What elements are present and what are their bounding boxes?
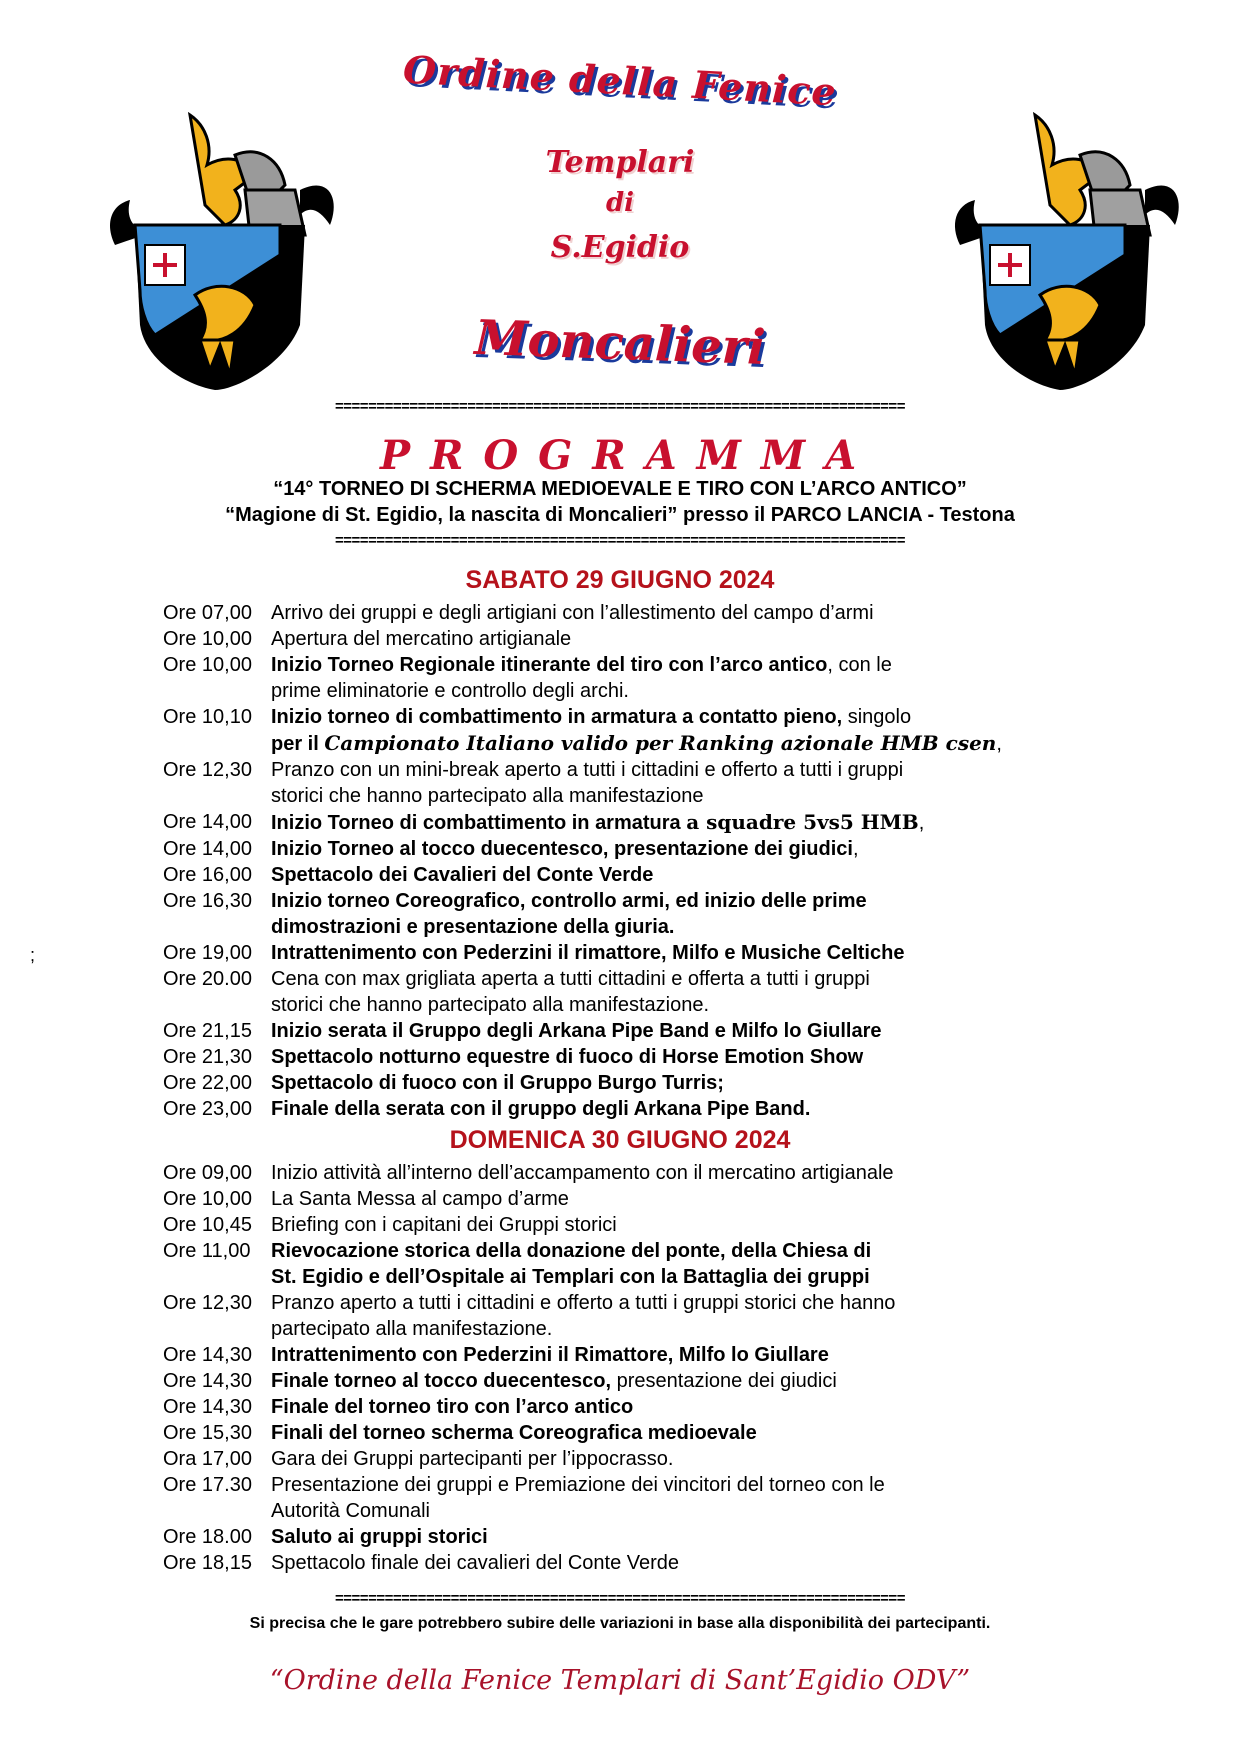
schedule-item: [163, 1160, 1093, 1186]
day1-heading: SABATO 29 GIUGNO 2024: [465, 566, 775, 594]
schedule-highlight: Spettacolo notturno equestre di fuoco di Horse Emotion Show: [271, 1046, 864, 1068]
schedule-continuation-bold: dimostrazioni e presentazione della giuria.: [271, 916, 675, 938]
schedule-text: Arrivo dei gruppi e degli artigiani con l’allestimento del campo d’armi: [271, 602, 874, 624]
schedule-highlight: Rievocazione storica della donazione del ponte, della Chiesa di: [271, 1240, 872, 1262]
schedule-text: Gara dei Gruppi partecipanti per l’ippocrasso.: [271, 1448, 674, 1470]
schedule-time: Ore 16,00: [163, 864, 252, 886]
day2-schedule: [163, 1160, 1093, 1576]
schedule-item: [163, 600, 1093, 626]
org-subtitle-line2: di: [605, 188, 635, 218]
schedule-highlight: Spettacolo di fuoco con il Gruppo Burgo Turris;: [271, 1072, 724, 1094]
disclaimer-note: Si precisa che le gare potrebbero subire delle variazioni in base alla disponibilità dei partecipanti.: [249, 1615, 991, 1632]
schedule-item: [163, 1394, 1093, 1420]
schedule-text: , con le: [827, 654, 892, 676]
schedule-continuation: [271, 914, 1093, 940]
schedule-highlight: Inizio torneo di combattimento in armatura a contatto pieno,: [271, 706, 843, 728]
schedule-item: [163, 1342, 1093, 1368]
schedule-time: Ore 09,00: [163, 1162, 252, 1184]
schedule-item: [163, 652, 1093, 704]
phoenix-crest-icon: [95, 95, 345, 395]
schedule-item: [163, 809, 1093, 836]
schedule-time: Ore 22,00: [163, 1072, 252, 1094]
schedule-text: Pranzo con un mini-break aperto a tutti i cittadini e offerto a tutti i gruppi: [271, 759, 904, 781]
schedule-continuation-text: prime eliminatorie e controllo degli archi.: [271, 680, 629, 702]
schedule-continuation: [271, 783, 1093, 809]
schedule-item: [163, 966, 1093, 1018]
schedule-time: Ore 14,00: [163, 811, 252, 833]
schedule-item: [163, 1420, 1093, 1446]
schedule-item: [163, 1212, 1093, 1238]
org-title: Ordine della Fenice: [402, 46, 838, 115]
schedule-time: Ore 15,30: [163, 1422, 252, 1444]
schedule-text: Apertura del mercatino artigianale: [271, 628, 572, 650]
schedule-item: [163, 1096, 1093, 1122]
schedule-time: Ore 21,15: [163, 1020, 252, 1042]
schedule-continuation-text: partecipato alla manifestazione.: [271, 1318, 553, 1340]
schedule-item: [163, 1238, 1093, 1290]
schedule-continuation-text: Autorità Comunali: [271, 1500, 430, 1522]
schedule-continuation: [271, 678, 1093, 704]
schedule-continuation: [271, 1498, 1093, 1524]
schedule-continuation-serif: Campionato Italiano valido per Ranking azionale HMB csen: [324, 731, 997, 755]
stray-semicolon: ;: [30, 945, 36, 965]
schedule-time: Ore 20.00: [163, 968, 252, 990]
day1-schedule: [163, 600, 1093, 1122]
schedule-continuation: [271, 992, 1093, 1018]
schedule-text: ,: [852, 838, 859, 860]
schedule-time: Ore 19,00: [163, 942, 252, 964]
schedule-text: Spettacolo finale dei cavalieri del Conte Verde: [271, 1552, 680, 1574]
schedule-continuation-tail: ,: [996, 733, 1002, 755]
schedule-highlight: Saluto ai gruppi storici: [271, 1526, 488, 1548]
schedule-highlight: Finali del torneo scherma Coreografica medioevale: [271, 1422, 757, 1444]
schedule-highlight: Intrattenimento con Pederzini il Rimattore, Milfo lo Giullare: [271, 1344, 829, 1366]
city-title: Moncalieri: [473, 309, 767, 377]
event-subtitle: “14° TORNEO DI SCHERMA MEDIOEVALE E TIRO CON L’ARCO ANTICO”: [273, 478, 967, 500]
schedule-time: Ore 17.30: [163, 1474, 252, 1496]
schedule-continuation-text: storici che hanno partecipato alla manifestazione.: [271, 994, 710, 1016]
schedule-highlight: Spettacolo dei Cavalieri del Conte Verde: [271, 864, 654, 886]
schedule-item: [163, 1446, 1093, 1472]
schedule-time: Ore 10,00: [163, 1188, 252, 1210]
schedule-continuation-text: storici che hanno partecipato alla manifestazione: [271, 785, 704, 807]
schedule-time: Ore 07,00: [163, 602, 252, 624]
schedule-time: Ore 18.00: [163, 1526, 252, 1548]
schedule-time: Ore 10,00: [163, 654, 252, 676]
schedule-item: [163, 1186, 1093, 1212]
event-location: “Magione di St. Egidio, la nascita di Moncalieri” presso il PARCO LANCIA - Testona: [225, 504, 1015, 526]
schedule-text: singolo: [842, 706, 912, 728]
schedule-item: [163, 1472, 1093, 1524]
schedule-item: [163, 704, 1093, 757]
divider-rule: =====================================================================: [335, 532, 905, 549]
divider-rule: =====================================================================: [335, 1590, 905, 1607]
schedule-item: [163, 1290, 1093, 1342]
schedule-item: [163, 888, 1093, 940]
schedule-item: [163, 836, 1093, 862]
schedule-highlight: Inizio torneo Coreografico, controllo armi, ed inizio delle prime: [271, 890, 867, 912]
schedule-highlight: Inizio Torneo di combattimento in armatura: [271, 812, 687, 834]
schedule-item: [163, 1368, 1093, 1394]
schedule-item: [163, 757, 1093, 809]
schedule-continuation-bold: per il: [271, 733, 325, 755]
schedule-text: Briefing con i capitani dei Gruppi storici: [271, 1214, 617, 1236]
schedule-text: Pranzo aperto a tutti i cittadini e offerto a tutti i gruppi storici che hanno: [271, 1292, 896, 1314]
schedule-highlight: Finale del torneo tiro con l’arco antico: [271, 1396, 634, 1418]
schedule-time: Ore 14,30: [163, 1370, 252, 1392]
footer-signature: “Ordine della Fenice Templari di Sant’Egidio ODV”: [269, 1665, 971, 1696]
schedule-highlight: Finale torneo al tocco duecentesco,: [271, 1370, 612, 1392]
schedule-text: presentazione dei giudici: [611, 1370, 837, 1392]
schedule-item: [163, 1550, 1093, 1576]
programma-heading: PROGRAMMA: [380, 432, 877, 479]
schedule-continuation: [271, 1316, 1093, 1342]
schedule-text: La Santa Messa al campo d’arme: [271, 1188, 569, 1210]
org-subtitle-line1: Templari: [545, 145, 695, 180]
schedule-time: Ore 12,30: [163, 759, 252, 781]
schedule-highlight: Inizio Torneo Regionale itinerante del tiro con l’arco antico: [271, 654, 828, 676]
schedule-text: ,: [918, 812, 925, 834]
schedule-continuation: [271, 730, 1093, 757]
schedule-highlight: Intrattenimento con Pederzini il rimattore, Milfo e Musiche Celtiche: [271, 942, 905, 964]
org-subtitle-line3: S.Egidio: [550, 230, 690, 265]
schedule-time: Ore 10,45: [163, 1214, 252, 1236]
schedule-highlight-serif: a squadre 5vs5 HMB: [686, 810, 919, 834]
schedule-time: Ore 10,00: [163, 628, 252, 650]
schedule-time: Ore 23,00: [163, 1098, 252, 1120]
schedule-item: [163, 1018, 1093, 1044]
day2-heading: DOMENICA 30 GIUGNO 2024: [449, 1126, 791, 1154]
schedule-text: Inizio attività all’interno dell’accampamento con il mercatino artigianale: [271, 1162, 894, 1184]
schedule-text: Presentazione dei gruppi e Premiazione dei vincitori del torneo con le: [271, 1474, 885, 1496]
schedule-time: Ore 16,30: [163, 890, 252, 912]
phoenix-crest-icon: [940, 95, 1190, 395]
schedule-continuation-bold: St. Egidio e dell’Ospitale ai Templari con la Battaglia dei gruppi: [271, 1266, 870, 1288]
schedule-time: Ore 14,00: [163, 838, 252, 860]
schedule-text: Cena con max grigliata aperta a tutti cittadini e offerta a tutti i gruppi: [271, 968, 870, 990]
schedule-item: [163, 1524, 1093, 1550]
schedule-time: Ore 14,30: [163, 1344, 252, 1366]
schedule-time: Ora 17,00: [163, 1448, 252, 1470]
schedule-item: [163, 1070, 1093, 1096]
divider-rule: =====================================================================: [335, 398, 905, 415]
schedule-item: [163, 940, 1093, 966]
schedule-time: Ore 21,30: [163, 1046, 252, 1068]
schedule-highlight: Finale della serata con il gruppo degli Arkana Pipe Band.: [271, 1098, 811, 1120]
schedule-continuation: [271, 1264, 1093, 1290]
schedule-highlight: Inizio serata il Gruppo degli Arkana Pipe Band e Milfo lo Giullare: [271, 1020, 882, 1042]
schedule-item: [163, 862, 1093, 888]
schedule-item: [163, 626, 1093, 652]
schedule-time: Ore 14,30: [163, 1396, 252, 1418]
schedule-time: Ore 10,10: [163, 706, 252, 728]
schedule-time: Ore 11,00: [163, 1240, 251, 1262]
schedule-time: Ore 12,30: [163, 1292, 252, 1314]
schedule-item: [163, 1044, 1093, 1070]
schedule-time: Ore 18,15: [163, 1552, 252, 1574]
schedule-highlight: Inizio Torneo al tocco duecentesco, presentazione dei giudici: [271, 838, 853, 860]
